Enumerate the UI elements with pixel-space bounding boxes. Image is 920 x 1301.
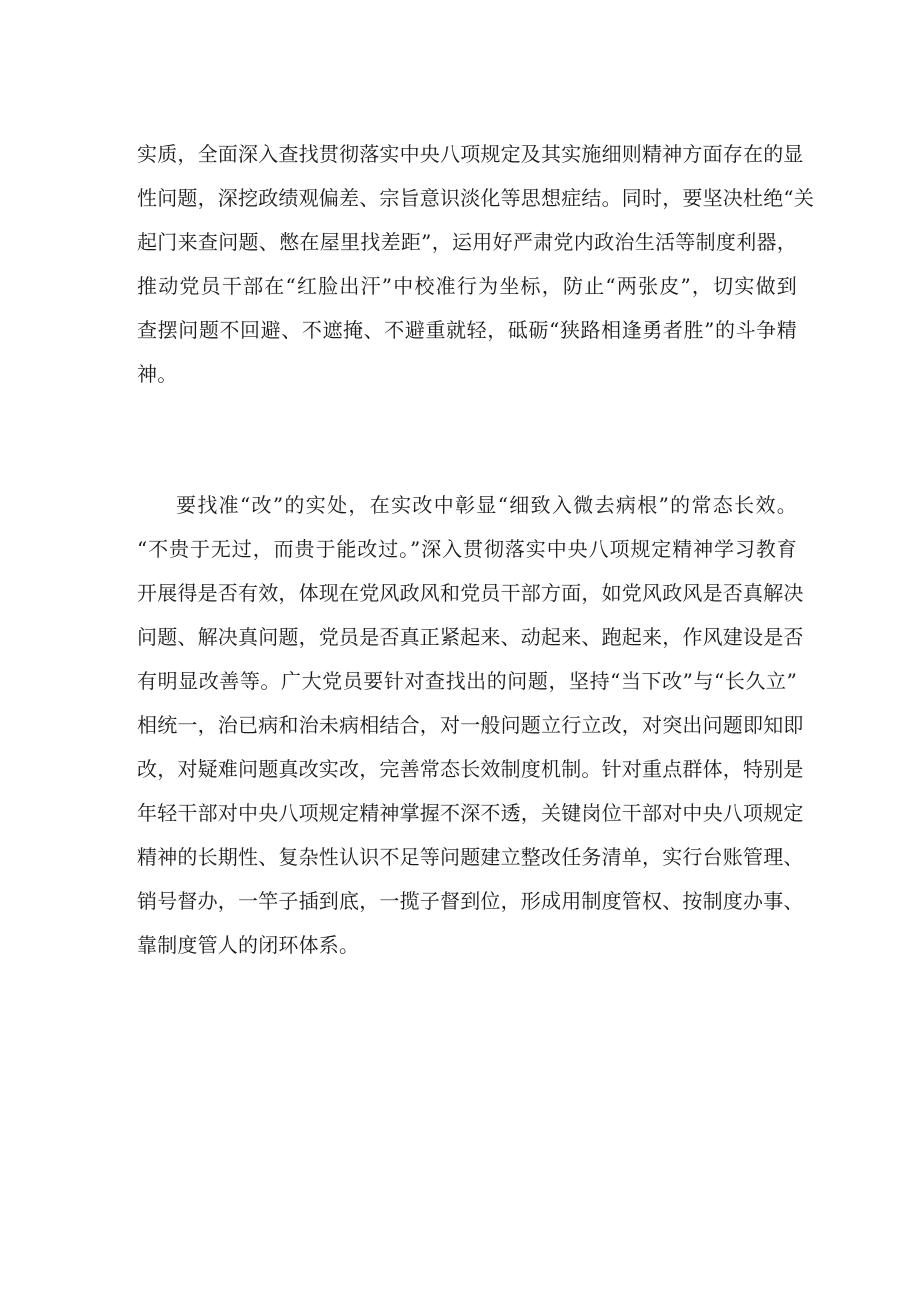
paragraph-1-line-3: 起门来查问题、憋在屋里找差距”，运用好严肃党内政治生活等制度利器， — [137, 230, 797, 254]
paragraph-2-line-4: 问题、解决真问题，党员是否真正紧起来、动起来、跑起来，作风建设是否 — [137, 625, 804, 649]
paragraph-2-line-8: 年轻干部对中央八项规定精神掌握不深不透，关键岗位干部对中央八项规定 — [137, 801, 804, 825]
paragraph-1-line-2: 性问题，深挖政绩观偏差、宗旨意识淡化等思想症结。同时，要坚决杜绝“关 — [137, 186, 815, 210]
paragraph-2-line-5: 有明显改善等。广大党员要针对查找出的问题，坚持“当下改”与“长久立” — [137, 669, 797, 693]
paragraph-1 — [137, 132, 815, 396]
paragraph-2-line-10: 销号督办，一竿子插到底，一揽子督到位，形成用制度管权、按制度办事、 — [137, 889, 804, 913]
paragraph-2-line-6: 相统一，治已病和治未病相结合，对一般问题立行立改，对突出问题即知即 — [137, 713, 804, 737]
paragraph-2-line-1: 要找准“改”的实处，在实改中彰显“细致入微去病根”的常态长效。 — [176, 493, 797, 517]
paragraph-2-line-2: “不贵于无过，而贵于能改过。”深入贯彻落实中央八项规定精神学习教育 — [137, 537, 797, 561]
paragraph-2-line-9: 精神的长期性、复杂性认识不足等问题建立整改任务清单，实行台账管理、 — [137, 845, 804, 869]
paragraph-1-line-6: 神。 — [137, 362, 178, 386]
paragraph-2 — [137, 483, 804, 967]
paragraph-2-line-7: 改，对疑难问题真改实改，完善常态长效制度机制。针对重点群体，特别是 — [137, 757, 804, 781]
paragraph-1-line-1: 实质，全面深入查找贯彻落实中央八项规定及其实施细则精神方面存在的显 — [137, 142, 804, 166]
paragraph-2-line-3: 开展得是否有效，体现在党风政风和党员干部方面，如党风政风是否真解决 — [137, 581, 804, 605]
paragraph-1-line-4: 推动党员干部在“红脸出汗”中校准行为坐标，防止“两张皮”，切实做到 — [137, 274, 797, 298]
paragraph-1-line-5: 查摆问题不回避、不遮掩、不避重就轻，砥砺“狭路相逢勇者胜”的斗争精 — [137, 318, 797, 342]
paragraph-2-line-11: 靠制度管人的闭环体系。 — [137, 933, 360, 957]
